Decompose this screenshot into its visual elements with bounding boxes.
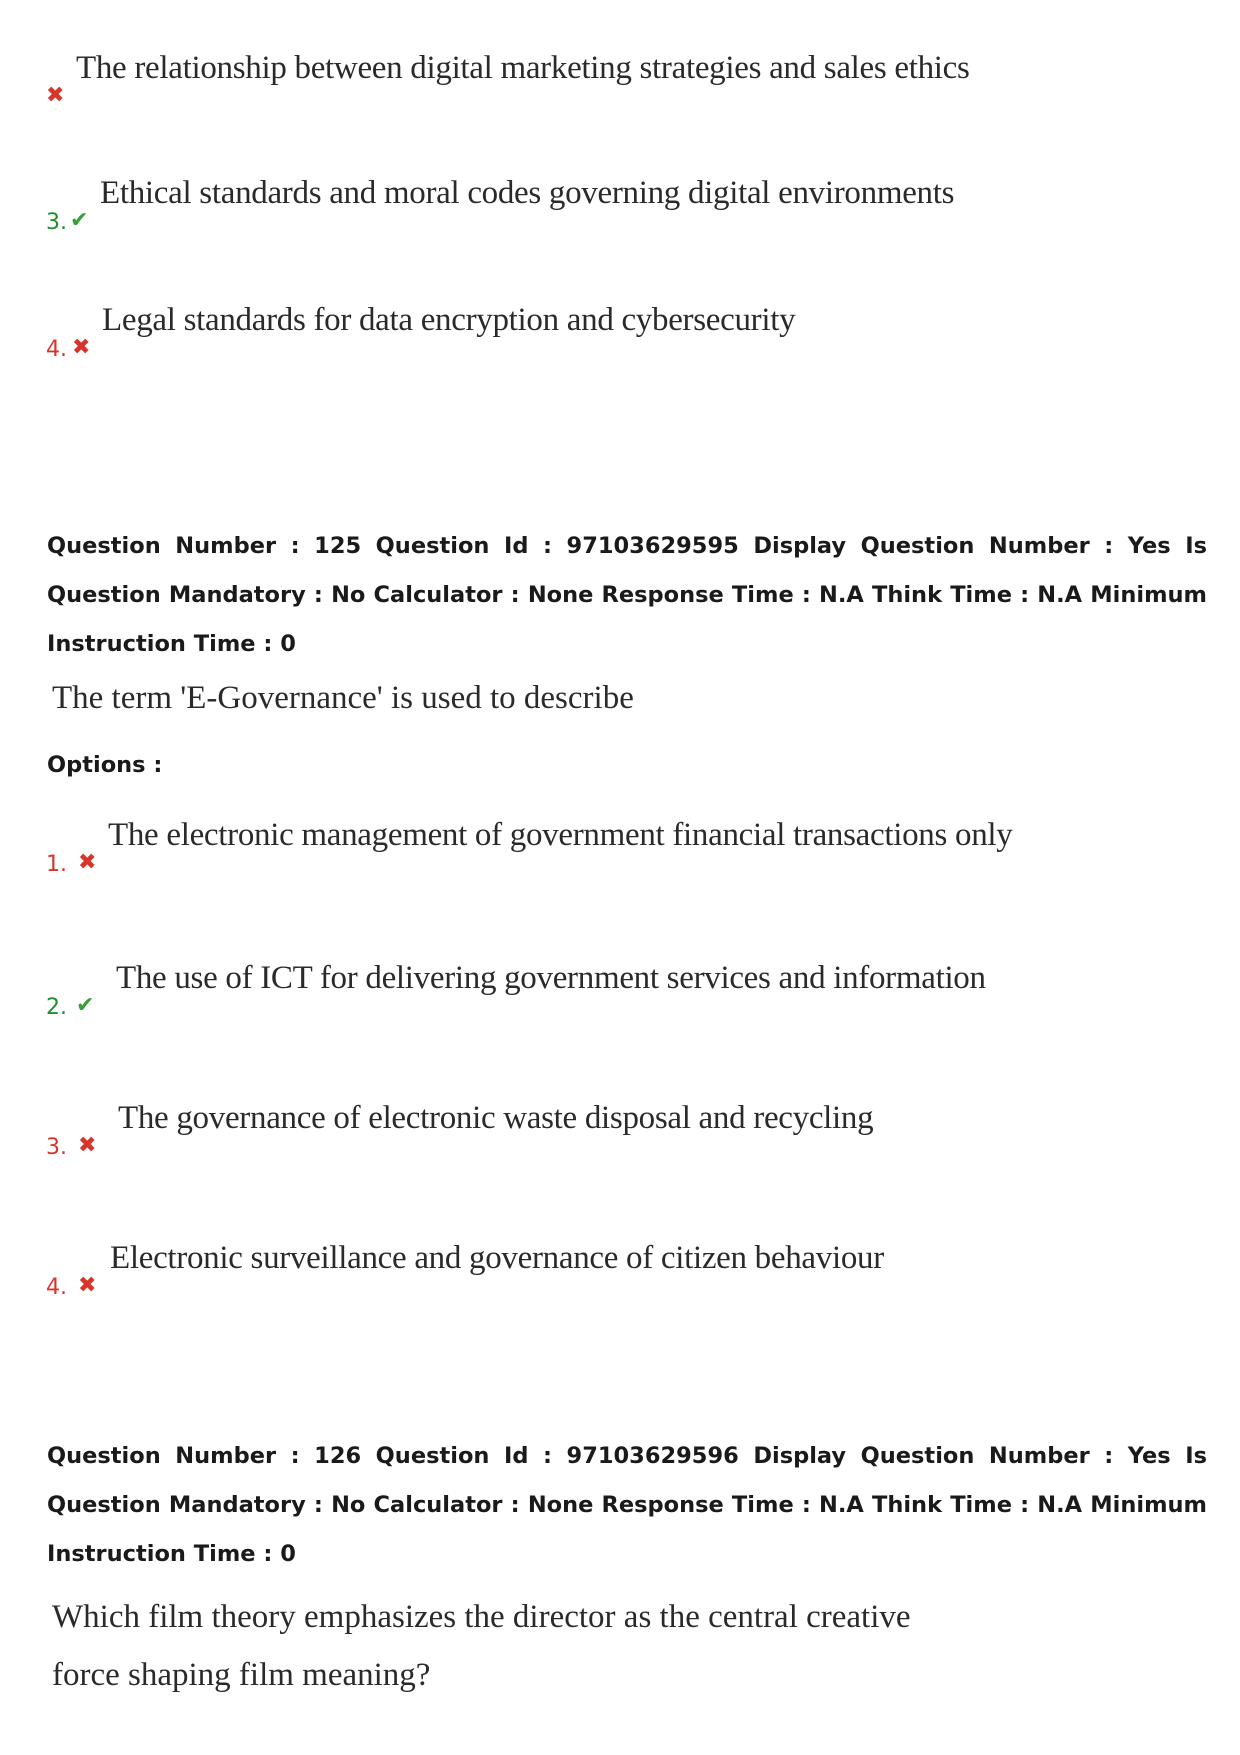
option-number: 3. [46, 210, 67, 235]
cross-icon: ✖ [78, 1273, 97, 1298]
question-text: Which film theory emphasizes the director as the central creative force shaping film meaning? [52, 1599, 911, 1693]
option-text: The relationship between digital marketing strategies and sales ethics [76, 50, 970, 86]
option-text: Electronic surveillance and governance of citizen behaviour [110, 1240, 884, 1276]
option-text: Ethical standards and moral codes governing digital environments [100, 175, 955, 211]
question-meta: Question Number : 125 Question Id : 97103629595 Display Question Number : Yes Is Question Mandatory : No Calculator : None Response Time : N.A Think Time : N.A Minimum Instruction Time : 0 [47, 533, 1207, 657]
cross-icon: ✖ [78, 1133, 97, 1158]
option-number: 3. [46, 1135, 67, 1160]
option-text: The governance of electronic waste disposal and recycling [118, 1100, 874, 1136]
check-icon: ✔ [76, 993, 95, 1018]
options-label: Options : [47, 752, 163, 778]
question-meta: Question Number : 126 Question Id : 97103629596 Display Question Number : Yes Is Question Mandatory : No Calculator : None Response Time : N.A Think Time : N.A Minimum Instruction Time : 0 [47, 1443, 1207, 1567]
question-text: The term 'E-Governance' is used to describe [52, 680, 634, 716]
cross-icon: ✖ [46, 83, 65, 108]
option-number: 4. [46, 337, 67, 362]
check-icon: ✔ [70, 208, 89, 233]
option-number: 1. [46, 852, 67, 877]
option-text: The use of ICT for delivering government services and information [116, 960, 986, 996]
option-number: 2. [46, 995, 67, 1020]
cross-icon: ✖ [78, 850, 97, 875]
option-text: Legal standards for data encryption and cybersecurity [102, 302, 796, 338]
cross-icon: ✖ [72, 335, 91, 360]
option-text: The electronic management of government financial transactions only [108, 817, 1013, 853]
option-number: 4. [46, 1275, 67, 1300]
